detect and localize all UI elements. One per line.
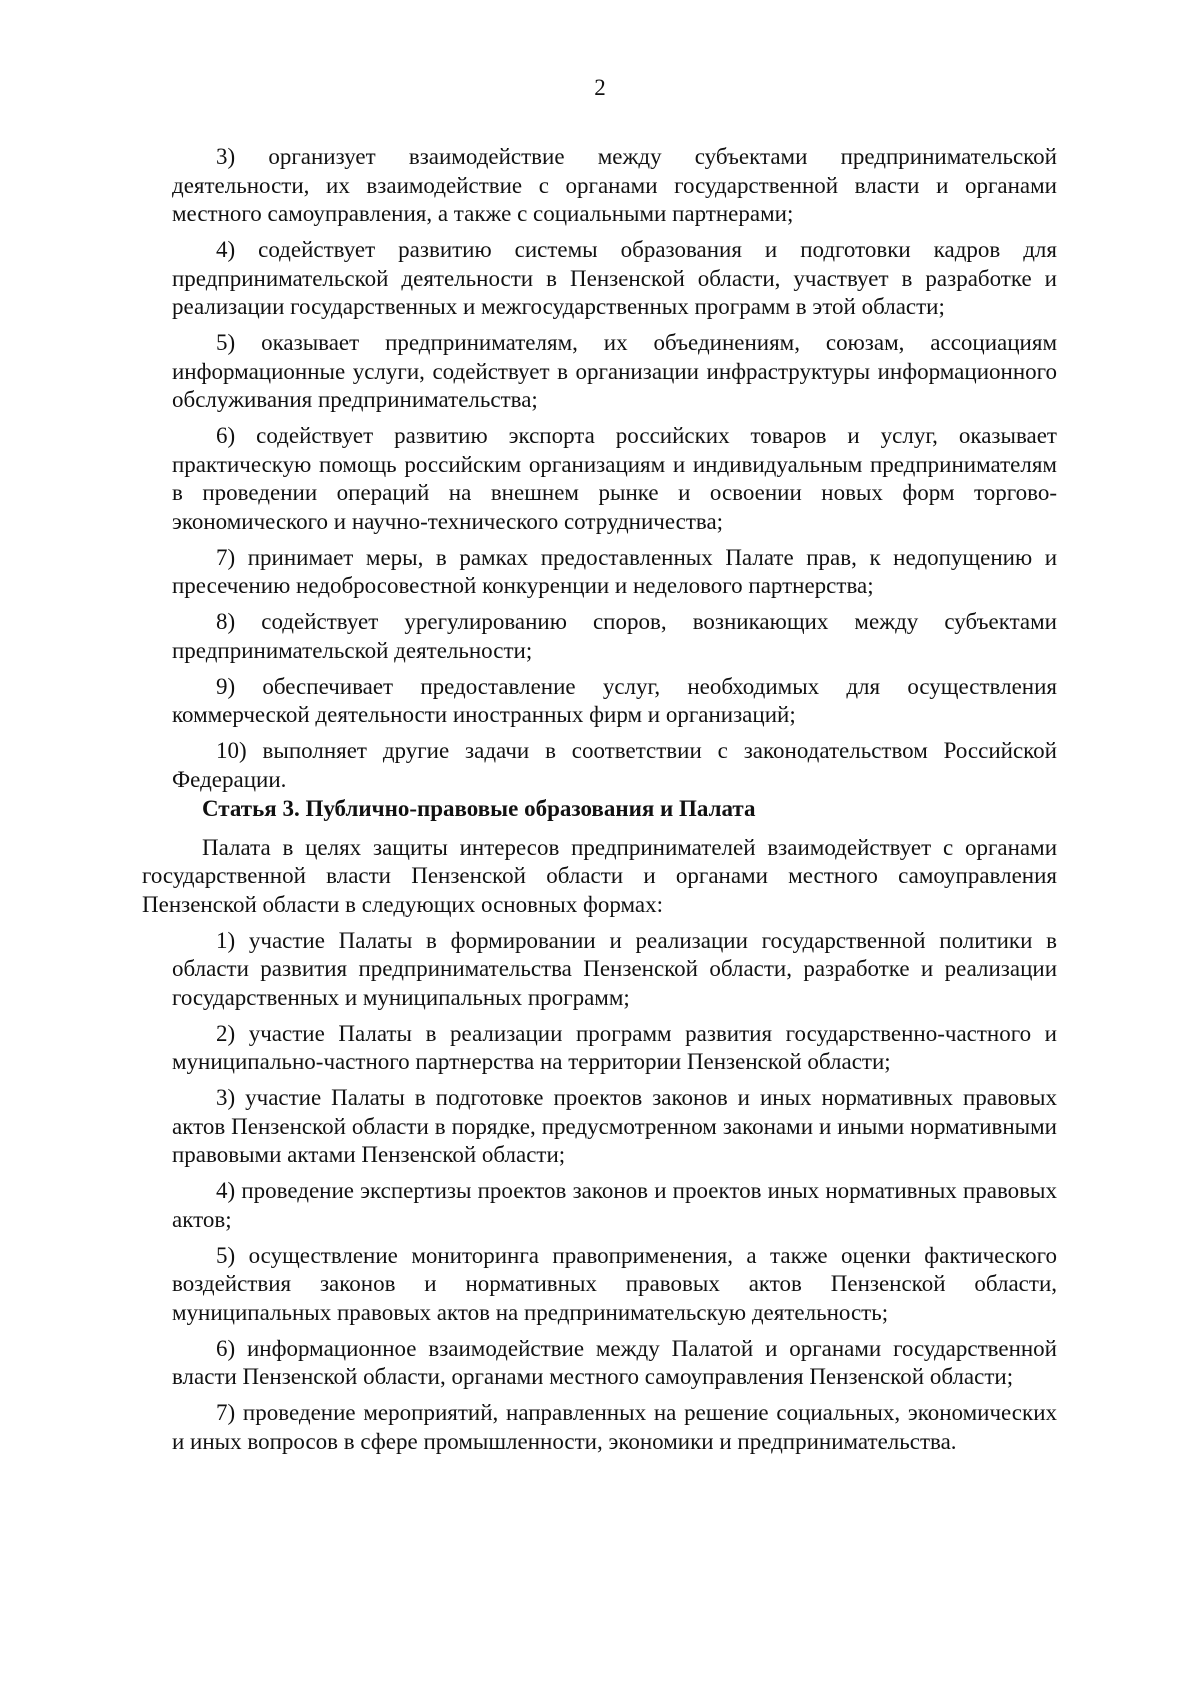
list-item: 1) участие Палаты в формировании и реализации государственной политики в области развития предпринимательства Пензенской области, разработке и реализации государственных и муниципальных программ; <box>172 927 1057 1010</box>
list-item: 6) содействует развитию экспорта российских товаров и услуг, оказывает практическую помощь российским организациям и индивидуальным предпринимателям в проведении операций на внешнем рынке и освоении новых форм торгово-экономического и научно-технического сотрудничества; <box>172 423 1057 534</box>
list-item: 4) проведение экспертизы проектов законов и проектов иных нормативных правовых актов; <box>172 1178 1057 1232</box>
list-item: 6) информационное взаимодействие между Палатой и органами государственной власти Пензенской области, органами местного самоуправления Пензенской области; <box>172 1335 1057 1389</box>
list-item: 8) содействует урегулированию споров, возникающих между субъектами предпринимательской деятельности; <box>172 609 1057 663</box>
list-item: 2) участие Палаты в реализации программ развития государственно-частного и муниципально-частного партнерства на территории Пензенской области; <box>172 1020 1057 1074</box>
article-intro: Палата в целях защиты интересов предпринимателей взаимодействует с органами государственной власти Пензенской области и органами местного самоуправления Пензенской области в следующих основных формах: <box>142 834 1057 917</box>
list-item: 10) выполняет другие задачи в соответствии с законодательством Российской Федерации. <box>172 738 1057 792</box>
list-item: 3) организует взаимодействие между субъектами предпринимательской деятельности, их взаимодействие с органами государственной власти и органами местного самоуправления, а также с социальными партнерами; <box>172 144 1057 226</box>
article2-functions-list <box>172 143 1057 802</box>
page-number: 2 <box>594 75 606 100</box>
article-heading: Статья 3. Публично-правовые образования и Палата <box>202 796 756 821</box>
list-item: 7) проведение мероприятий, направленных на решение социальных, экономических и иных вопросов в сфере промышленности, экономики и предпринимательства. <box>172 1400 1057 1454</box>
list-item: 5) оказывает предпринимателям, их объединениям, союзам, ассоциациям информационные услуги, содействует в организации инфраструктуры информационного обслуживания предпринимательства; <box>172 330 1057 412</box>
article3-section <box>142 795 1057 1464</box>
list-item: 5) осуществление мониторинга правоприменения, а также оценки фактического воздействия законов и нормативных правовых актов Пензенской области, муниципальных правовых актов на предпринимательскую деятельность; <box>172 1242 1057 1325</box>
list-item: 3) участие Палаты в подготовке проектов законов и иных нормативных правовых актов Пензенской области в порядке, предусмотренном законами и иными нормативными правовыми актами Пензенской области; <box>172 1085 1057 1167</box>
list-item: 9) обеспечивает предоставление услуг, необходимых для осуществления коммерческой деятельности иностранных фирм и организаций; <box>172 673 1057 727</box>
list-item: 7) принимает меры, в рамках предоставленных Палате прав, к недопущению и пресечению недобросовестной конкуренции и неделового партнерства; <box>172 544 1057 598</box>
list-item: 4) содействует развитию системы образования и подготовки кадров для предпринимательской деятельности в Пензенской области, участвует в разработке и реализации государственных и межгосударственных программ в этой области; <box>172 237 1057 319</box>
